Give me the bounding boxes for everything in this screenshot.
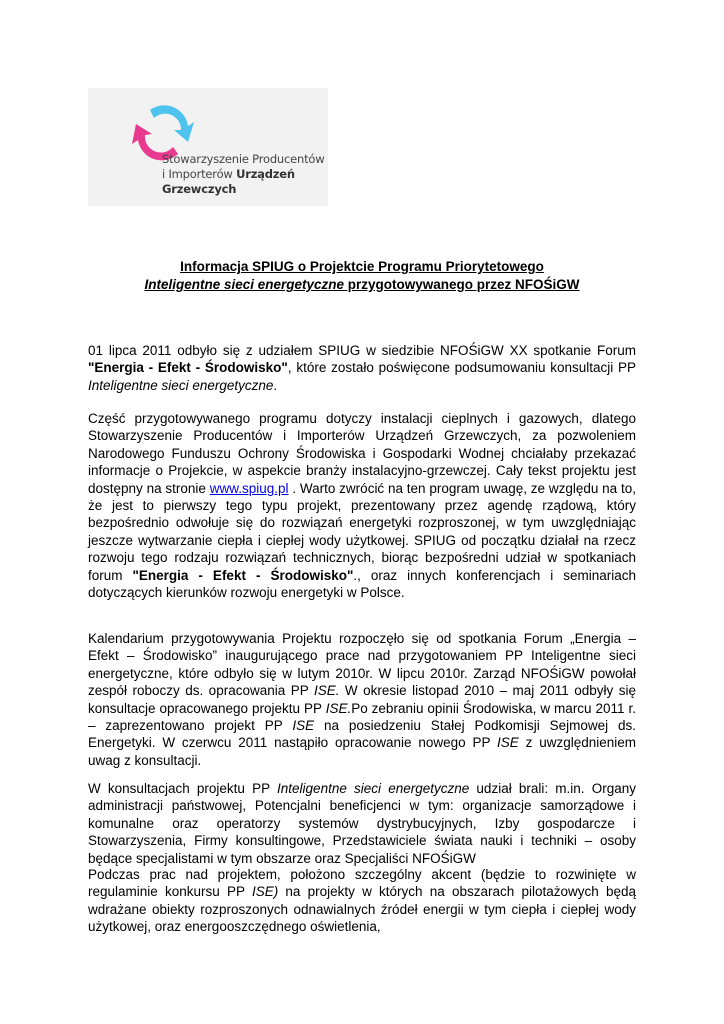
- logo-line-2-bold: Urządzeń Grzewczych: [162, 167, 295, 196]
- p3-italic-1: ISE.: [313, 683, 340, 699]
- p4-text-1: W konsultacjach projektu PP: [88, 781, 278, 796]
- spiug-website-link[interactable]: www.spiug.pl: [209, 480, 289, 496]
- p5-text-2: na projekty w których na obszarach pilotażowych będą wdrażane obiekty rozproszonych odnawialnych źródeł energii w tym ciepła i ciepłej wody użytkowej, oraz energooszczędnego oświetlenia,: [88, 884, 636, 935]
- paragraph-5: [88, 866, 636, 936]
- p4-italic-1: Inteligentne sieci energetyczne: [277, 781, 470, 796]
- p5-italic-1: ISE): [251, 884, 279, 900]
- title-line-1: Informacja SPIUG o Projektcie Programu Priorytetowego: [180, 259, 544, 274]
- p2-bold-forum: "Energia - Efekt - Środowisko": [132, 567, 354, 583]
- title-line-2-rest: przygotowywanego przez NFOŚiGW: [344, 277, 580, 292]
- paragraph-1: [88, 342, 636, 394]
- title-line-2-italic: Inteligentne sieci energetyczne: [144, 277, 345, 292]
- p3-text-3: Po zebraniu opinii Środowiska, w marcu 2011 r. – zaprezentowano projekt PP: [88, 700, 636, 734]
- p1-bold-forum: "Energia - Efekt - Środowisko": [88, 360, 288, 376]
- logo-line-1: Stowarzyszenie Producentów: [162, 152, 325, 166]
- p2-text-1: Część przygotowywanego programu dotyczy instalacji cieplnych i gazowych, dlatego Stowarzyszenie Producentów i Importerów Urządzeń Grzewczych, za pozwoleniem Narodowego Funduszu Ochrony Środowiska i Gospodarki Wodnej chciałaby przekazać informacje o Projekcie, w aspekcie branży instalacyjno-grzewczej. Cały tekst projektu jest dostępny na stronie: [88, 411, 636, 496]
- p1-text-2: , które zostało poświęcone podsumowaniu konsultacji PP: [287, 360, 636, 376]
- logo-text: [162, 152, 328, 197]
- p1-italic-program: Inteligentne sieci energetyczne: [88, 377, 274, 393]
- logo: [88, 88, 328, 206]
- paragraph-3: [88, 630, 636, 769]
- p4-text-2: udział brali: m.in. Organy administracji państwowej, Potencjalni beneficjenci w tym: organizacje samorządowe i komunalne oraz operatorzy systemów dystrybucyjnych, Izby gospodarcze i Stowarzyszenia, Firmy konsultingowe, Przedstawiciele świata nauki i techniki – osoby będące specjalistami w tym obszarze oraz Specjaliści NFOŚiGW: [88, 781, 636, 866]
- title-line-2: [88, 276, 636, 294]
- paragraph-4: [88, 780, 636, 867]
- paragraph-2: [88, 410, 636, 601]
- p3-italic-2: ISE.: [325, 700, 352, 716]
- p3-italic-4: ISE: [497, 735, 519, 751]
- p3-text-5: z uwzględnieniem uwag z konsultacji.: [88, 735, 636, 768]
- p5-text-1: Podczas prac nad projektem, położono szczególny akcent (będzie to rozwinięte w regulaminie konkursu PP: [88, 867, 636, 900]
- logo-line-2-plain: i Importerów: [162, 167, 237, 181]
- p1-text-3: .: [273, 377, 278, 393]
- p1-text-1: 01 lipca 2011 odbyło się z udziałem SPIUG w siedzibie NFOŚiGW XX spotkanie Forum: [88, 343, 636, 358]
- p2-text-3: ., oraz innych konferencjach i seminariach dotyczących kierunków rozwoju energetyki w Polsce.: [88, 567, 636, 601]
- p3-italic-3: ISE: [292, 718, 315, 734]
- logo-line-2: [162, 167, 328, 197]
- p3-text-2: W okresie listopad 2010 – maj 2011 odbyły się konsultacje opracowanego projektu PP: [88, 683, 637, 716]
- p2-text-2: . Warto zwrócić na ten program uwagę, ze względu na to, że jest to pierwszy tego typu projekt, prezentowany przez agendę rządową, który bezpośrednio odwołuje się do rozwiązań energetyki rozproszonej, w tym uwzględniając jeszcze wytwarzanie ciepła i ciepłej wody użytkowej. SPIUG od początku działał na rzecz rozwoju tego rodzaju rozwiązań technicznych, biorąc bezpośredni udział w spotkaniach forum: [88, 480, 636, 583]
- p3-text-1: Kalendarium przygotowywania Projektu rozpoczęło się od spotkania Forum „Energia – Efekt – Środowisko” inaugurującego prace nad przygotowaniem PP Inteligentne sieci energetyczne, które odbyło się w lutym 2010r. W lipcu 2010r. Zarząd NFOŚiGW powołał zespół roboczy ds. opracowania PP: [88, 631, 636, 699]
- p3-text-4: na posiedzeniu Stałej Podkomisji Sejmowej ds. Energetyki. W czerwcu 2011 nastąpiło opracowanie nowego PP: [88, 718, 636, 751]
- document-title: [88, 258, 636, 294]
